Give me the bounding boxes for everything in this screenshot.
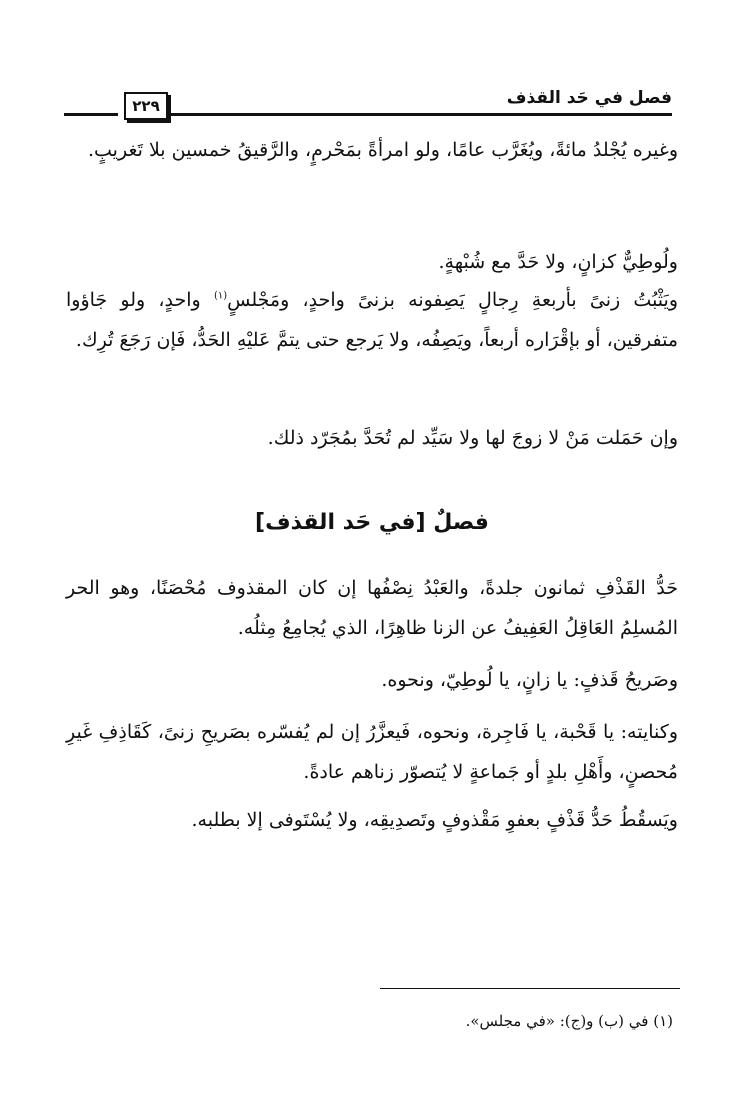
section-heading: فصلٌ [في حَد القذف] (255, 510, 489, 535)
header-rule-right (170, 113, 672, 116)
paragraph-1: وغيره يُجْلدُ مائةً، ويُغَرَّب عامًا، ولو امرأةً بمَحْرمٍ، والرَّقيقُ خمسين بلا تَغريبٍ. (87, 139, 678, 161)
footnote-divider (380, 988, 680, 989)
footnote: (١) في (ب) و(ج): «في مجلس». (465, 1012, 673, 1030)
paragraph-3-rest: واحدٍ، ولو جَاؤوا متفرقين، أو بإقْرَاره أربعاً، ويَصِفُه، ولا يَرجع حتى يتمَّ عَليْهِ الحَدُّ، فَإن رَجَعَ تُرِك. (66, 289, 678, 351)
section-paragraph-3: وكنايته: يا قَحْبة، يا فَاجِرة، ونحوه، فَيعزَّرُ إن لم يُفسّره بصَريحِ زنىً، كَقَاذِفِ غَيرِ مُحصنٍ، وأَهْلِ بلدٍ أو جَماعةٍ لا يُتصوّر زناهم عادةً. (66, 721, 678, 783)
paragraph-4: وإن حَمَلت مَنْ لا زوجَ لها ولا سَيِّد لم تُحَدَّ بمُجَرّد ذلك. (267, 427, 678, 449)
paragraph-3 (66, 280, 678, 360)
section-paragraph-2: وصَريحُ قَذفٍ: يا زانٍ، يا لُوطِيّ، ونحوه. (381, 669, 678, 691)
section-paragraph-4: ويَسقُطُ حَدُّ قَذْفٍ بعفوِ مَقْذوفٍ وتَصدِيقِه، ولا يُسْتَوفى إلا بطلبه. (191, 809, 678, 831)
section-paragraph-1: حَدُّ القَذْفِ ثمانون جلدةً، والعَبْدُ نِصْفُها إن كان المقذوف مُحْصَنًا، وهو الحر المُسلِمُ العَاقِلُ العَفِيفُ عن الزنا ظاهِرًا، الذي يُجامِعُ مِثلُه. (66, 577, 678, 639)
paragraph-2: ولُوطِيٌّ كزانٍ، ولا حَدَّ مع شُبْهةٍ. (438, 251, 678, 273)
header-rule-left (64, 113, 118, 116)
footnote-reference: (١) (213, 290, 228, 302)
page-number: ٢٢٩ (124, 92, 168, 120)
paragraph-3-lead: ويَثْبُتُ زنىً بأربعةِ رِجالٍ يَصِفونه بزنىً واحدٍ، ومَجْلسٍ (227, 289, 678, 311)
running-header-title: فصل في حَد القذف (506, 88, 672, 108)
